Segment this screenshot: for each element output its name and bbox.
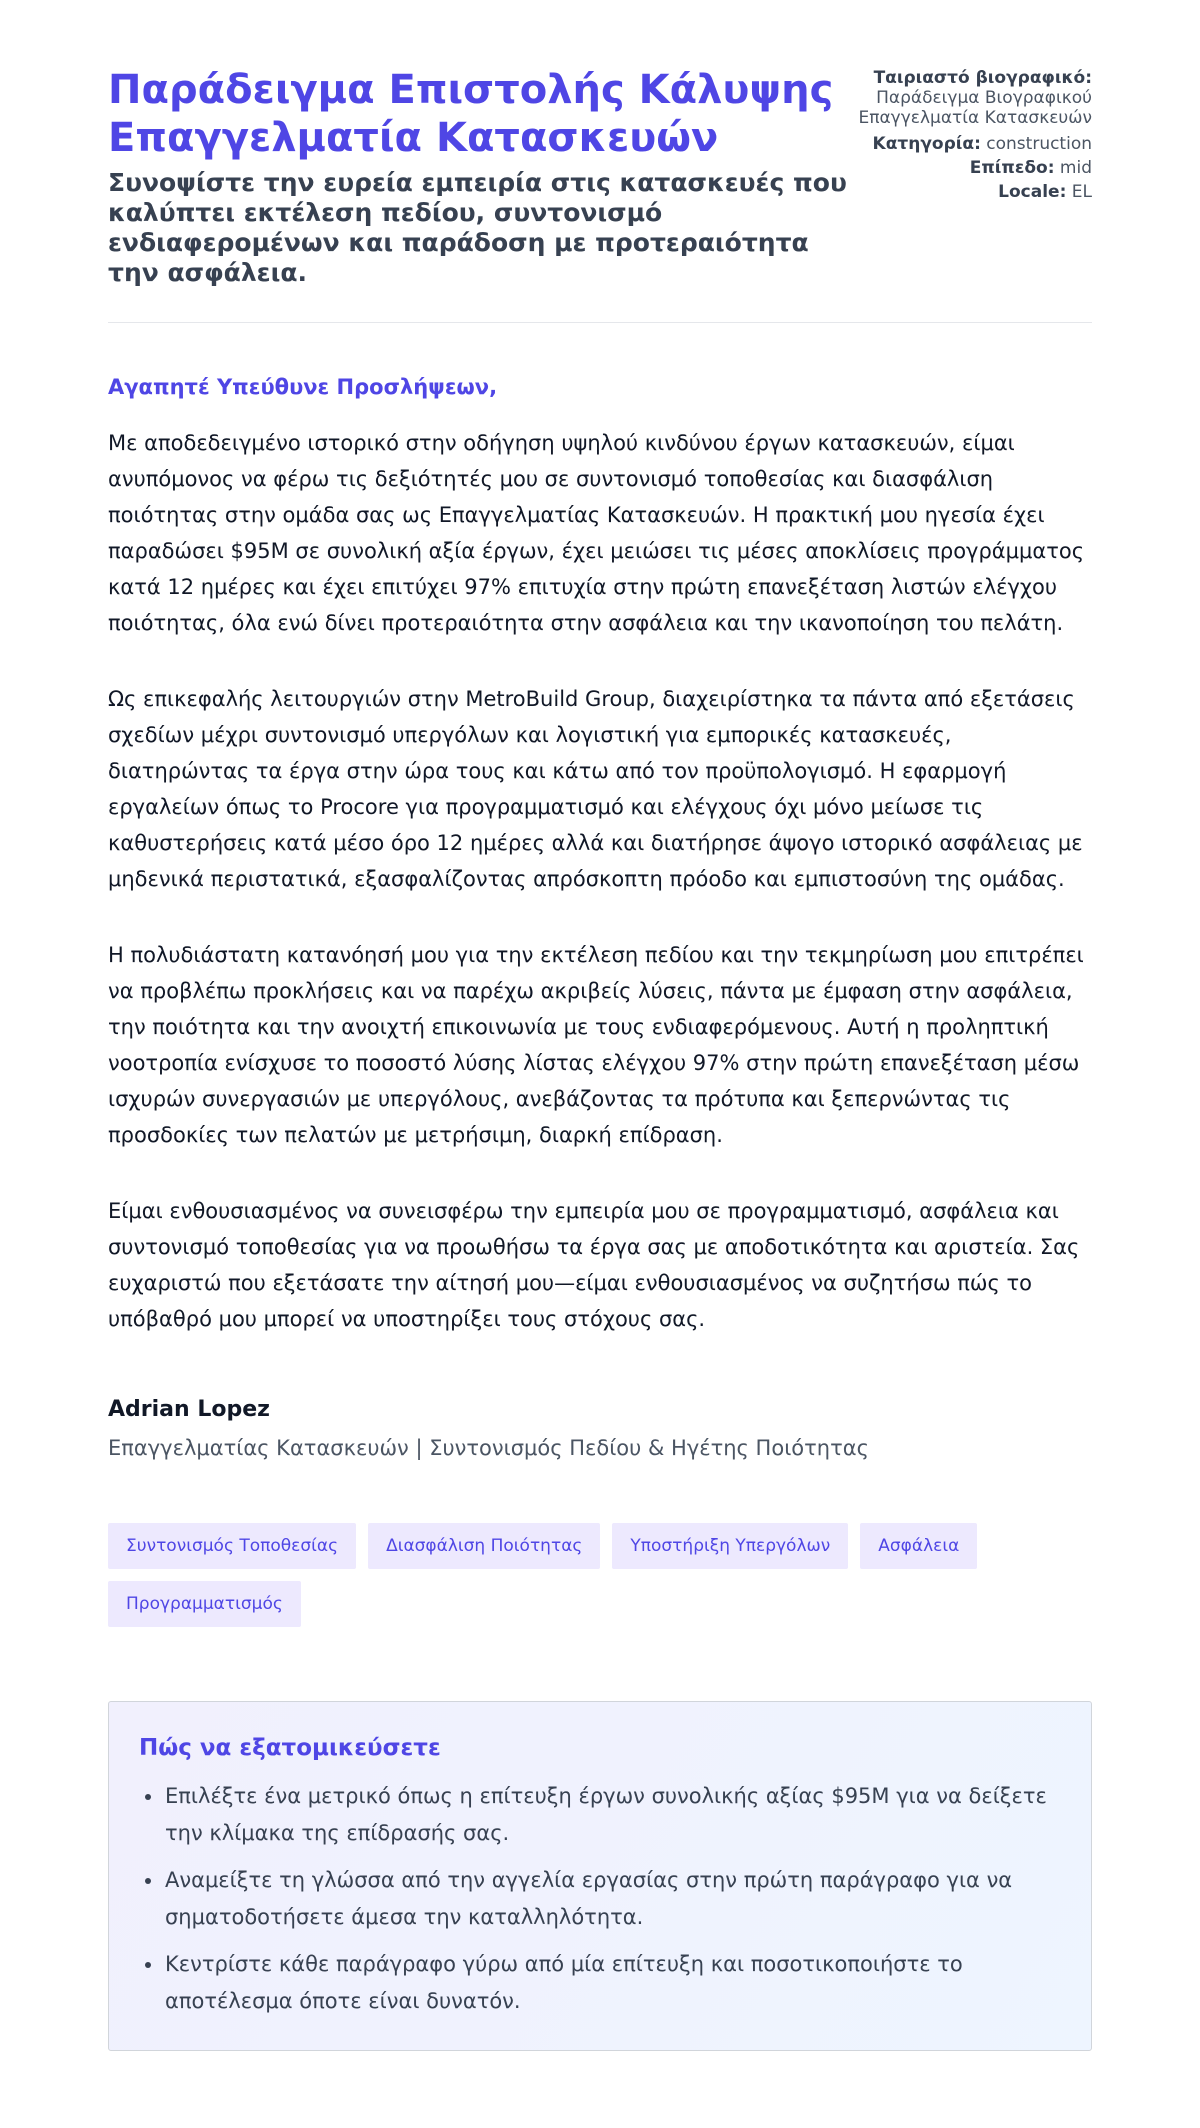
letter-paragraph: Με αποδεδειγμένο ιστορικό στην οδήγηση υψηλού κινδύνου έργων κατασκευών, είμαι ανυπόμονος να φέρω τις δεξιότητές μου σε συντονισμό τοποθεσίας και διασφάλιση ποιότητας στην ομάδα σας ως Επαγγελματίας Κατασκευών. Η πρακτική μου ηγεσία έχει παραδώσει $95M σε συνολική αξία έργων, έχει μειώσει τις μέσες αποκλίσεις προγράμματος κατά 12 ημέρες και έχει επιτύχει 97% επιτυχία στην πρώτη επανεξέταση λιστών ελέγχου ποιότητας, όλα ενώ δίνει προτεραιότητα στην ασφάλεια και την ικανοποίηση του πελάτη. (108, 431, 1085, 635)
meta-locale (852, 182, 1092, 202)
signature-role: Επαγγελματίας Κατασκευών | Συντονισμός Πεδίου & Ηγέτης Ποιότητας (108, 1436, 869, 1460)
letter-paragraph: Είμαι ενθουσιασμένος να συνεισφέρω την εμπειρία μου σε προγραμματισμό, ασφάλεια και συντονισμό τοποθεσίας για να προωθήσω τα έργα σας με αποδοτικότητα και αριστεία. Σας ευχαριστώ που εξετάσατε την αίτησή μου—είμαι ενθουσιασμένος να συζητήσω πώς το υπόβαθρό μου μπορεί να υποστηρίξει τους στόχους σας. (108, 1199, 1080, 1331)
tips-item: Επιλέξτε ένα μετρικό όπως η επίτευξη έργων συνολικής αξίας $95M για να δείξετε την κλίμακα της επίδρασής σας. (165, 1778, 1061, 1852)
skill-tag: Υποστήριξη Υπεργόλων (612, 1523, 848, 1569)
tips-item: Κεντρίστε κάθε παράγραφο γύρω από μία επίτευξη και ποσοτικοποιήστε το αποτέλεσμα όποτε είναι δυνατόν. (165, 1946, 1061, 2020)
meta-level-label: Επίπεδο: (969, 158, 1055, 178)
meta-panel (852, 66, 1092, 206)
skill-tag: Ασφάλεια (860, 1523, 977, 1569)
tips-title: Πώς να εξατομικεύσετε (139, 1735, 441, 1761)
letter-paragraph: Ως επικεφαλής λειτουργιών στην MetroBuild Group, διαχειρίστηκα τα πάντα από εξετάσεις σχεδίων μέχρι συντονισμό υπεργόλων και λογιστική για εμπορικές κατασκευές, διατηρώντας τα έργα στην ώρα τους και κάτω από τον προϋπολογισμό. Η εφαρμογή εργαλείων όπως το Procore για προγραμματισμό και ελέγχους όχι μόνο μείωσε τις καθυστερήσεις κατά μέσο όρο 12 ημέρες αλλά και διατήρησε άψογο ιστορικό ασφάλειας με μηδενικά περιστατικά, εξασφαλίζοντας απρόσκοπτη πρόοδο και εμπιστοσύνη της ομάδας. (108, 687, 1083, 891)
skill-tag: Προγραμματισμός (108, 1581, 301, 1627)
meta-category-label: Κατηγορία: (872, 134, 981, 154)
page-title: Παράδειγμα Επιστολής Κάλυψης Επαγγελματία Κατασκευών (108, 67, 834, 161)
page-header (108, 0, 1092, 323)
signature-block (108, 1395, 1092, 1463)
skill-tag: Συντονισμός Τοποθεσίας (108, 1523, 356, 1569)
letter-greeting: Αγαπητέ Υπεύθυνε Προσλήψεων, (108, 375, 498, 399)
meta-resume-label: Ταιριαστό βιογραφικό: (873, 68, 1092, 88)
meta-category (852, 134, 1092, 154)
tips-list (139, 1778, 1061, 2020)
skill-tags (108, 1523, 1008, 1627)
signature-name: Adrian Lopez (108, 1397, 270, 1422)
meta-resume (852, 68, 1092, 128)
tips-item: Αναμείξτε τη γλώσσα από την αγγελία εργασίας στην πρώτη παράγραφο για να σηματοδοτήσετε άμεσα την καταλληλότητα. (165, 1862, 1061, 1936)
customization-tips-box (108, 1701, 1092, 2051)
letter-paragraph: Η πολυδιάστατη κατανόησή μου για την εκτέλεση πεδίου και την τεκμηρίωση μου επιτρέπει να προβλέπω προκλήσεις και να παρέχω ακριβείς λύσεις, πάντα με έμφαση στην ασφάλεια, την ποιότητα και την ανοιχτή επικοινωνία με τους ενδιαφερόμενους. Αυτή η προληπτική νοοτροπία ενίσχυσε το ποσοστό λύσης λίστας ελέγχου 97% στην πρώτη επανεξέταση μέσω ισχυρών συνεργασιών με υπεργόλους, ανεβάζοντας τα πρότυπα και ξεπερνώντας τις προσδοκίες των πελατών με μετρήσιμη, διαρκή επίδραση. (108, 943, 1084, 1147)
meta-locale-label: Locale: (998, 182, 1067, 202)
meta-resume-value: Παράδειγμα Βιογραφικού Επαγγελματία Κατασκευών (858, 88, 1092, 128)
meta-level (852, 158, 1092, 178)
meta-category-value: construction (986, 134, 1092, 154)
page-subtitle: Συνοψίστε την ευρεία εμπειρία στις κατασκευές που καλύπτει εκτέλεση πεδίου, συντονισμό ενδιαφερομένων και παράδοση με προτεραιότητα την ασφάλεια. (108, 168, 847, 287)
skill-tag: Διασφάλιση Ποιότητας (368, 1523, 600, 1569)
letter-body (108, 425, 1092, 1337)
meta-locale-value: EL (1071, 182, 1092, 202)
meta-level-value: mid (1059, 158, 1092, 178)
header-title-block (108, 66, 848, 288)
